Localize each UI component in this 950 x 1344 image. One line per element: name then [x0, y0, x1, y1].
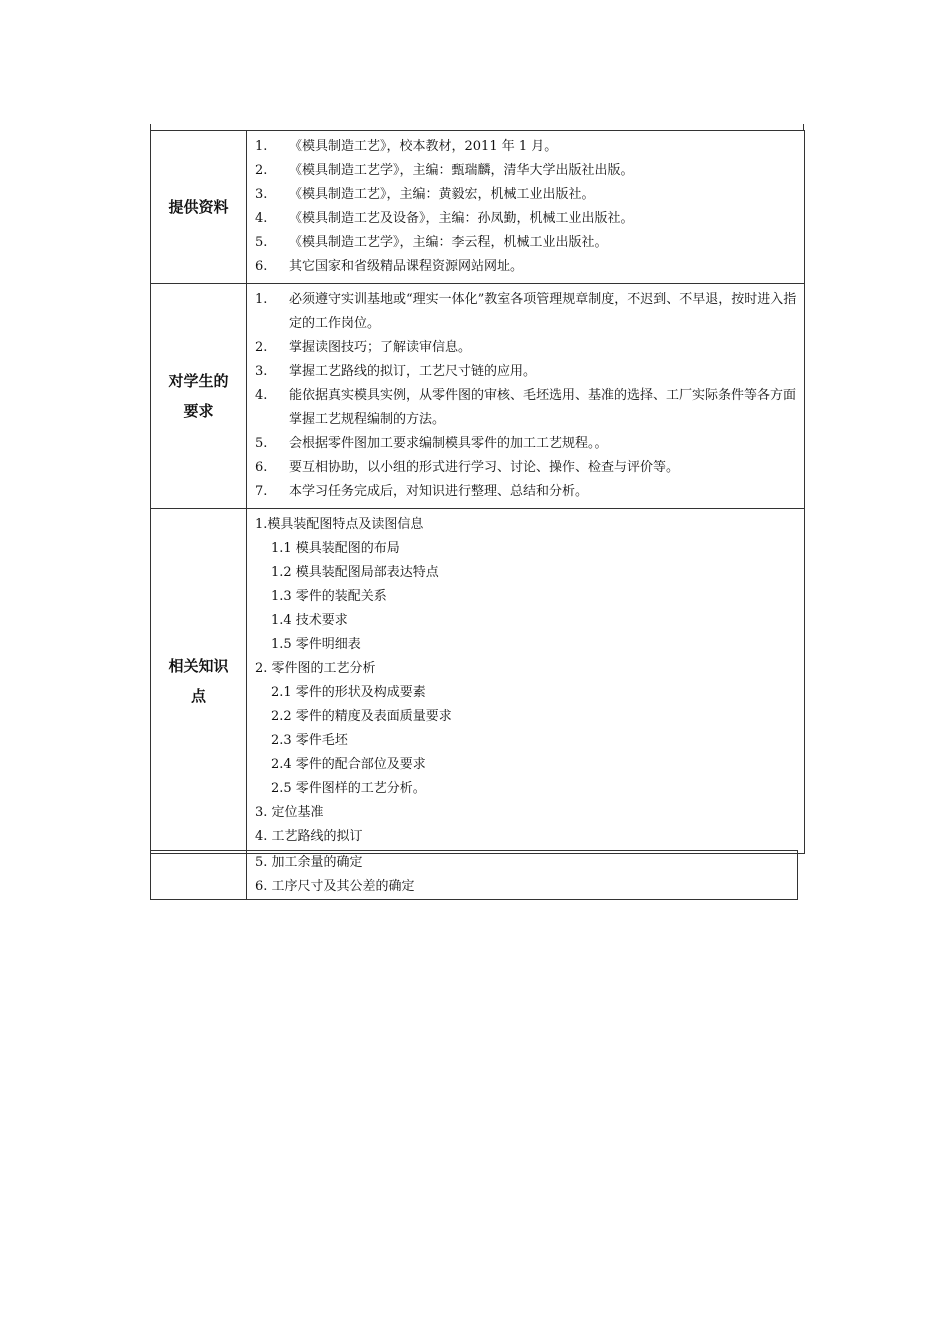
label-line: 对学生的 — [168, 372, 229, 390]
row-knowledge-points — [151, 509, 805, 854]
item-number: 4. — [255, 211, 268, 226]
list-item — [255, 480, 798, 504]
item-number: 5. — [255, 436, 268, 451]
list-item — [255, 360, 798, 384]
course-info-table-page1 — [150, 124, 804, 854]
list-item — [255, 288, 798, 336]
outline-line: 1.4 技术要求 — [271, 613, 348, 628]
item-number: 6. — [255, 460, 268, 475]
item-text: 要互相协助，以小组的形式进行学习、讨论、操作、检查与评价等。 — [289, 460, 680, 475]
item-text: 《模具制造工艺及设备》，主编：孙凤勤，机械工业出版社。 — [289, 211, 634, 226]
outline-line: 1.模具装配图特点及读图信息 — [255, 517, 424, 532]
item-number: 4. — [255, 388, 268, 403]
outline-line: 1.1 模具装配图的布局 — [271, 541, 400, 556]
course-info-table-continuation — [150, 850, 797, 900]
list-item — [255, 231, 798, 255]
list-item — [255, 255, 798, 279]
item-number: 3. — [255, 187, 268, 202]
item-number: 7. — [255, 484, 268, 499]
content-resources — [247, 131, 805, 284]
item-text: 必须遵守实训基地或“理实一体化”教室各项管理规章制度，不迟到、不早退，按时进入指定的工作岗位。 — [289, 292, 797, 331]
item-number: 1. — [255, 139, 268, 154]
item-text: 能依据真实模具实例，从零件图的审核、毛坯选用、基准的选择、工厂实际条件等各方面掌握工艺规程编制的方法。 — [289, 388, 797, 427]
outline-line: 2.4 零件的配合部位及要求 — [271, 757, 426, 772]
list-item — [255, 207, 798, 231]
content-student-requirements — [247, 284, 805, 509]
label-line: 要求 — [183, 402, 214, 420]
item-number: 2. — [255, 340, 268, 355]
outline-line: 1.2 模具装配图局部表达特点 — [271, 565, 439, 580]
label-student-requirements — [151, 284, 247, 509]
outline-line: 2.2 零件的精度及表面质量要求 — [271, 709, 452, 724]
list-item — [255, 432, 798, 456]
label-line: 提供资料 — [168, 198, 229, 216]
item-text: 《模具制造工艺》，校本教材，2011 年 1 月。 — [289, 139, 558, 154]
item-number: 5. — [255, 235, 268, 250]
item-text: 本学习任务完成后，对知识进行整理、总结和分析。 — [289, 484, 589, 499]
item-text: 《模具制造工艺》，主编：黄毅宏，机械工业出版社。 — [289, 187, 595, 202]
outline-line: 1.3 零件的装配关系 — [271, 589, 387, 604]
item-number: 2. — [255, 163, 268, 178]
row-resources — [151, 131, 805, 284]
item-number: 3. — [255, 364, 268, 379]
row-student-requirements — [151, 284, 805, 509]
label-resources — [151, 131, 247, 284]
list-item — [255, 384, 798, 432]
item-text: 会根据零件图加工要求编制模具零件的加工工艺规程。。 — [289, 436, 608, 451]
label-line: 相关知识 — [168, 657, 229, 675]
outline-line: 2.1 零件的形状及构成要素 — [271, 685, 426, 700]
content-knowledge-points — [247, 509, 805, 854]
outline-line: 3. 定位基准 — [255, 805, 324, 820]
item-number: 6. — [255, 259, 268, 274]
label-knowledge-points — [151, 509, 247, 854]
label-line: 点 — [190, 687, 206, 705]
content-knowledge-continued — [247, 851, 798, 900]
list-item — [255, 159, 798, 183]
item-text: 掌握读图技巧；了解读审信息。 — [289, 340, 472, 355]
list-item — [255, 456, 798, 480]
outline-line: 5. 加工余量的确定 — [255, 855, 363, 870]
outline-line: 2.3 零件毛坯 — [271, 733, 348, 748]
label-empty — [151, 851, 247, 900]
list-item — [255, 183, 798, 207]
outline-line: 4. 工艺路线的拟订 — [255, 829, 363, 844]
item-number: 1. — [255, 292, 268, 307]
outline-line: 2.5 零件图样的工艺分析。 — [271, 781, 426, 796]
item-text: 其它国家和省级精品课程资源网站网址。 — [289, 259, 524, 274]
list-item — [255, 336, 798, 360]
outline-line: 6. 工序尺寸及其公差的确定 — [255, 879, 415, 894]
course-info-table — [150, 130, 805, 854]
list-item — [255, 135, 798, 159]
row-knowledge-continued — [151, 851, 798, 900]
outline-line: 1.5 零件明细表 — [271, 637, 361, 652]
outline-line: 2. 零件图的工艺分析 — [255, 661, 376, 676]
item-text: 掌握工艺路线的拟订，工艺尺寸链的应用。 — [289, 364, 537, 379]
continuation-table — [150, 850, 798, 900]
item-text: 《模具制造工艺学》，主编：甄瑞麟，清华大学出版社出版。 — [289, 163, 634, 178]
item-text: 《模具制造工艺学》，主编：李云程，机械工业出版社。 — [289, 235, 608, 250]
